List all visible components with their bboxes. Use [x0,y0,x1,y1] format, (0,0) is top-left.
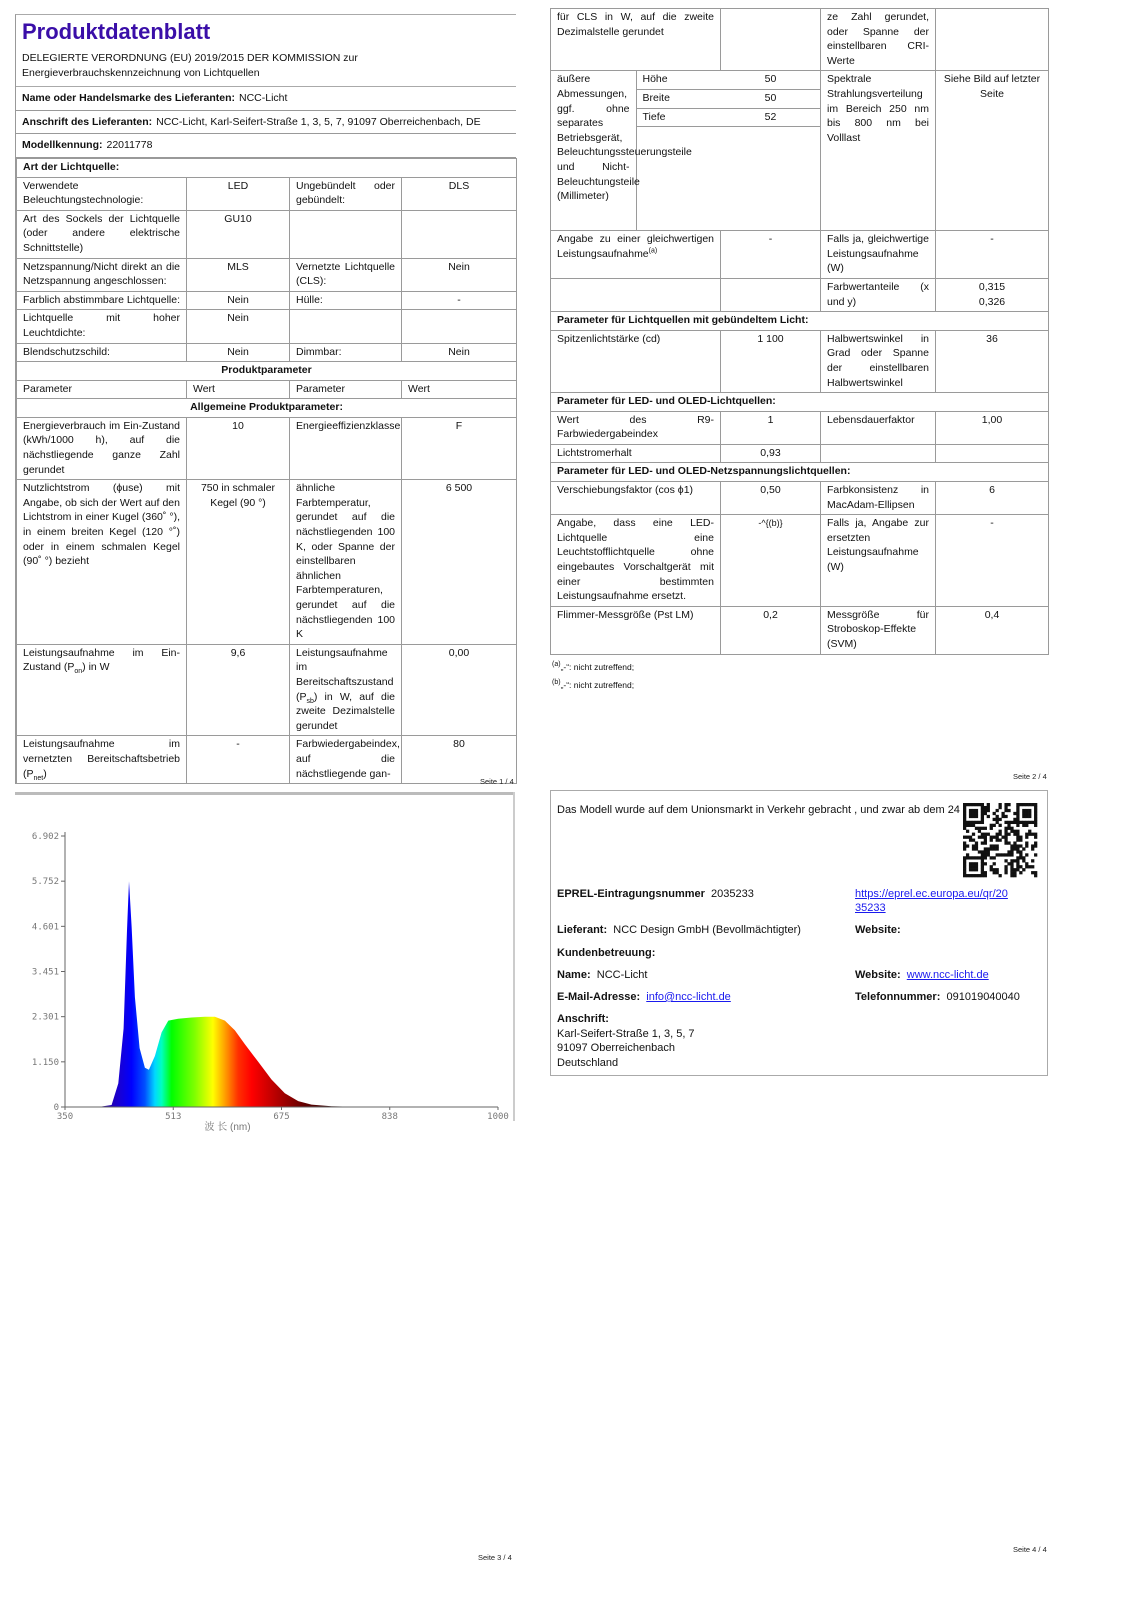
table-row [17,399,517,418]
table-row [17,417,517,479]
eprel-label: EPREL-Eintragungsnummer [557,888,705,900]
footnote: $^{(a)}$„-“: nicht zutreffend; [552,660,635,672]
parameter-value: Siehe Bild auf letzter Seite [936,71,1049,231]
parameter-name: Farblich abstimmbare Lichtquelle: [17,291,187,310]
website-label: Website: [855,969,901,981]
parameter-value: 6 500 [402,480,517,645]
page-2 [550,8,1048,691]
parameter-value: Nein [187,343,290,362]
dimension-value: 50 [721,89,820,108]
x-tick-label: 350 [56,1112,74,1122]
parameter-name: Energieverbrauch im Ein-Zustand (kWh/1000 h), auf die nächstliegende ganze Zahl gerundet [17,417,187,479]
parameter-name: Falls ja, gleichwertige Leistungsaufnahme (W) [821,231,936,279]
parameter-value: - [721,231,821,279]
eprel-link-continued[interactable]: 35233 [855,902,886,914]
website-link[interactable]: www.ncc-licht.de [906,969,989,981]
y-tick-label: 5.752 [31,877,59,888]
parameter-value [402,210,517,258]
regulation-text: DELEGIERTE VERORDNUNG (EU) 2019/2015 DER KOMMISSION zur Energieverbrauchskennzeichnung von Lichtquellen [16,47,516,87]
spectral-distribution-chart [15,795,513,1133]
parameter-value: 1 100 [721,330,821,392]
qr-code-icon[interactable] [963,803,1037,877]
x-tick-label: 1000 [487,1112,509,1122]
address-line: Karl-Seifert-Straße 1, 3, 5, 7 [557,1027,695,1040]
email-link[interactable]: info@ncc-licht.de [646,991,731,1003]
parameter-name: für CLS in W, auf die zweite Dezimalstelle gerundet [551,9,721,71]
website-label: Website: [855,924,901,936]
dimensions-table [551,71,820,230]
email-row [557,990,731,1005]
parameter-value: 10 [187,417,290,479]
info-label: Anschrift des Lieferanten: [22,115,153,128]
table-row [551,278,1049,311]
section-heading: Produktparameter [17,362,517,381]
page-title: Produktdatenblatt [22,19,211,44]
table-row [17,310,517,343]
column-header: Wert [187,380,290,399]
product-parameters-table-continued [550,8,1049,655]
parameter-name: ze Zahl gerundet, oder Spanne der einstellbaren CRI-Werte [821,9,936,71]
parameter-name: Nutzlichtstrom (ϕuse) mit Angabe, ob sich der Wert auf den Lichtstrom in einer Kugel (360˚ °), in einem breiten Kegel (120 °˚) oder in einem schmalen Kegel (90˚ °) bezieht [17,480,187,645]
table-row [17,480,517,645]
table-row [17,158,517,177]
table-row [17,736,517,784]
parameter-value: 80 [402,736,517,784]
parameter-value: 0,93 [721,444,821,463]
eprel-link[interactable]: https://eprel.ec.europa.eu/qr/20 [855,888,1008,900]
table-row [551,231,1049,279]
supplier-name-row [16,87,516,111]
parameter-value: 6 [936,482,1049,515]
x-axis-label: 波 长 (nm) [204,1122,251,1133]
parameter-value: Nein [402,258,517,291]
section-heading: Art der Lichtquelle: [17,158,517,177]
y-tick-label: 1.150 [31,1057,59,1068]
table-row [17,362,517,381]
column-header: Wert [402,380,517,399]
table-row [551,482,1049,515]
table-row [551,393,1049,412]
dimension-name: Tiefe [636,108,721,127]
dimension-value: 52 [721,108,820,127]
parameter-name: Spitzenlichtstärke (cd) [551,330,721,392]
supplier-label: Lieferant: [557,924,608,936]
parameter-value: - [187,736,290,784]
x-tick-label: 675 [273,1112,290,1122]
name-label: Name: [557,969,591,981]
column-header: Parameter [290,380,402,399]
parameter-name: Verschiebungsfaktor (cos ϕ1) [551,482,721,515]
phone-value: 091019040040 [946,991,1020,1003]
parameter-name: Lichtquelle mit hoher Leuchtdichte: [17,310,187,343]
spectrum-figure [15,792,513,1133]
page-number: Seite 2 / 4 [1013,772,1047,781]
parameter-name: Leistungsaufnahme im Bereitschaftszustand $(P_{sb})$ in W, auf die zweite Dezimalstelle gerundet [290,644,402,736]
table-row [17,291,517,310]
y-tick-label: 6.902 [31,832,59,842]
footnote: $^{(b)}$„-“: nicht zutreffend; [552,678,635,690]
parameter-value [721,9,821,71]
table-row [17,177,517,210]
parameter-value: 0,315 0,326 [936,278,1049,311]
table-row [551,463,1049,482]
parameter-value: F [402,417,517,479]
table-row [17,210,517,258]
parameter-name: Verwendete Beleuchtungstechnologie: [17,177,187,210]
parameter-name: Leistungsaufnahme im vernetzten Bereitschaftsbetrieb $(P_{net})$ [17,736,187,784]
x-tick-label: 513 [165,1112,182,1122]
parameter-name: Farbkonsistenz in MacAdam-Ellipsen [821,482,936,515]
product-parameters-table [16,158,517,784]
parameter-name: Falls ja, Angabe zur ersetzten Leistungsaufnahme (W) [821,515,936,607]
parameter-name: Hülle: [290,291,402,310]
parameter-value: Nein [402,343,517,362]
website-row [855,968,989,983]
parameter-name: Lichtstromerhalt [551,444,721,463]
info-value: NCC-Licht, Karl-Seifert-Straße 1, 3, 5, 7, 91097 Oberreichenbach, DE [156,115,481,128]
email-label: E-Mail-Adresse: [557,991,641,1003]
table-row [551,606,1049,654]
x-tick-label: 838 [381,1112,398,1122]
dimensions-label: äußere Abmessungen, ggf. ohne separates Betriebsgerät, Beleuchtungssteuerungsteile und Nicht-Beleuchtungsteile (Millimeter) [557,73,692,203]
y-tick-label: 3.451 [31,967,59,978]
parameter-name: Angabe zu einer gleichwertigen Leistungsaufnahme$^{(a)}$ [551,231,721,279]
parameter-value: - [936,515,1049,607]
phone-row [855,990,1020,1005]
dimension-row [551,71,820,89]
section-heading: Parameter für LED- und OLED-Netzspannungslichtquellen: [551,463,1049,482]
info-value: NCC-Licht [239,92,288,105]
table-row [17,343,517,362]
parameter-value: - [402,291,517,310]
parameter-name: Art des Sockels der Lichtquelle (oder andere elektrische Schnittstelle) [17,210,187,258]
dimension-name: Breite [636,89,721,108]
parameter-value: - [936,231,1049,279]
parameter-value: LED [187,177,290,210]
customer-service-label: Kundenbetreuung: [557,947,656,959]
dimension-name: Höhe [636,71,721,89]
address-block [557,1012,695,1070]
parameter-name: Vernetzte Lichtquelle (CLS): [290,258,402,291]
parameter-value [721,278,821,311]
page-number: Seite 3 / 4 [478,1553,512,1562]
parameter-value [402,310,517,343]
table-row [17,644,517,736]
address-line: Deutschland [557,1056,619,1069]
eprel-number: 2035233 [711,888,754,900]
table-row [551,411,1049,444]
parameter-value: 0,50 [721,482,821,515]
page-number: Seite 1 / 4 [480,777,514,786]
parameter-value: Nein [187,291,290,310]
parameter-value: 9,6 [187,644,290,736]
market-date-text: Das Modell wurde auf dem Unionsmarkt in Verkehr gebracht , und zwar ab dem 24 [557,804,960,816]
parameter-name [821,444,936,463]
address-line: 91097 Oberreichenbach [557,1042,676,1055]
parameter-name: Spektrale Strahlungsverteilung im Bereich 250 nm bis 800 nm bei Volllast [821,71,936,231]
parameter-value: Nein [187,310,290,343]
parameter-name: Ungebündelt oder gebündelt: [290,177,402,210]
supplier-row [557,923,801,938]
info-label: Name oder Handelsmarke des Lieferanten: [22,92,235,105]
section-heading: Allgemeine Produktparameter: [17,399,517,418]
parameter-name: ähnliche Farbtemperatur, gerundet auf die nächstliegenden 100 K, oder Spanne der einstellbaren ähnlichen Farbtemperaturen, gerundet auf die nächstliegenden 100 K [290,480,402,645]
y-tick-label: 4.601 [31,922,59,933]
parameter-name: Farbwiedergabeindex, auf die nächstliegende gan- [290,736,402,784]
table-row [551,330,1049,392]
y-tick-label: 2.301 [31,1012,59,1023]
supplier-address-row [16,111,516,135]
table-row [17,380,517,399]
eprel-link-block [855,887,1008,915]
parameter-name: Blendschutzschild: [17,343,187,362]
parameter-value: 0,2 [721,606,821,654]
page-number: Seite 4 / 4 [1013,1545,1047,1554]
table-row [17,258,517,291]
parameter-value: 0,4 [936,606,1049,654]
spectrum-area [65,881,498,1107]
parameter-name: Flimmer-Messgröße (Pst LM) [551,606,721,654]
eprel-row [557,887,754,902]
y-tick-label: 0 [53,1103,59,1113]
parameter-value: 750 in schmaler Kegel (90 °) [187,480,290,645]
table-row [551,312,1049,331]
parameter-value: 1 [721,411,821,444]
name-value: NCC-Licht [596,969,648,981]
parameter-value [936,444,1049,463]
phone-label: Telefonnummer: [855,991,941,1003]
parameter-value: GU10 [187,210,290,258]
parameter-name: Lebensdauerfaktor [821,411,936,444]
parameter-name: Angabe, dass eine LED-Lichtquelle eine Leuchtstofflichtquelle ohne eingebautes Vorschaltgerät mit einer bestimmten Leistungsaufnahme ersetzt. [551,515,721,607]
parameter-value: MLS [187,258,290,291]
parameter-name: Dimmbar: [290,343,402,362]
footnotes [550,661,1048,691]
parameter-name: Messgröße für Stroboskop-Effekte (SVM) [821,606,936,654]
model-id-row [16,134,516,158]
table-row [551,444,1049,463]
dimension-value: 50 [721,71,820,89]
dimensions-cell [551,71,821,231]
section-heading: Parameter für Lichtquellen mit gebündeltem Licht: [551,312,1049,331]
parameter-name: Wert des R9-Farbwiedergabeindex [551,411,721,444]
parameter-value: -^{(b)} [721,515,821,607]
section-heading: Parameter für LED- und OLED-Lichtquellen: [551,393,1049,412]
address-label: Anschrift: [557,1013,609,1025]
info-value: 22011778 [106,139,153,152]
parameter-value: DLS [402,177,517,210]
parameter-name: Netzspannung/Nicht direkt an die Netzspannung angeschlossen: [17,258,187,291]
info-label: Modellkennung: [22,139,103,152]
supplier-value: NCC Design GmbH (Bevollmächtigter) [613,924,801,936]
parameter-name [551,278,721,311]
parameter-name: Leistungsaufnahme im Ein-Zustand $(P_{on})$ in W [17,644,187,736]
parameter-name [290,210,402,258]
table-row [551,9,1049,71]
column-header: Parameter [17,380,187,399]
table-row [551,515,1049,607]
page-1 [15,14,516,784]
parameter-value: 1,00 [936,411,1049,444]
parameter-name: Farbwertanteile (x und y) [821,278,936,311]
parameter-value [936,9,1049,71]
parameter-name: Halbwertswinkel in Grad oder Spanne der einstellbaren Halbwertswinkel [821,330,936,392]
parameter-value: 0,00 [402,644,517,736]
table-row [551,71,1049,231]
eprel-info-box [550,790,1048,1076]
parameter-name [290,310,402,343]
name-row [557,968,647,983]
parameter-name: Energieeffizienzklasse [290,417,402,479]
parameter-value: 36 [936,330,1049,392]
